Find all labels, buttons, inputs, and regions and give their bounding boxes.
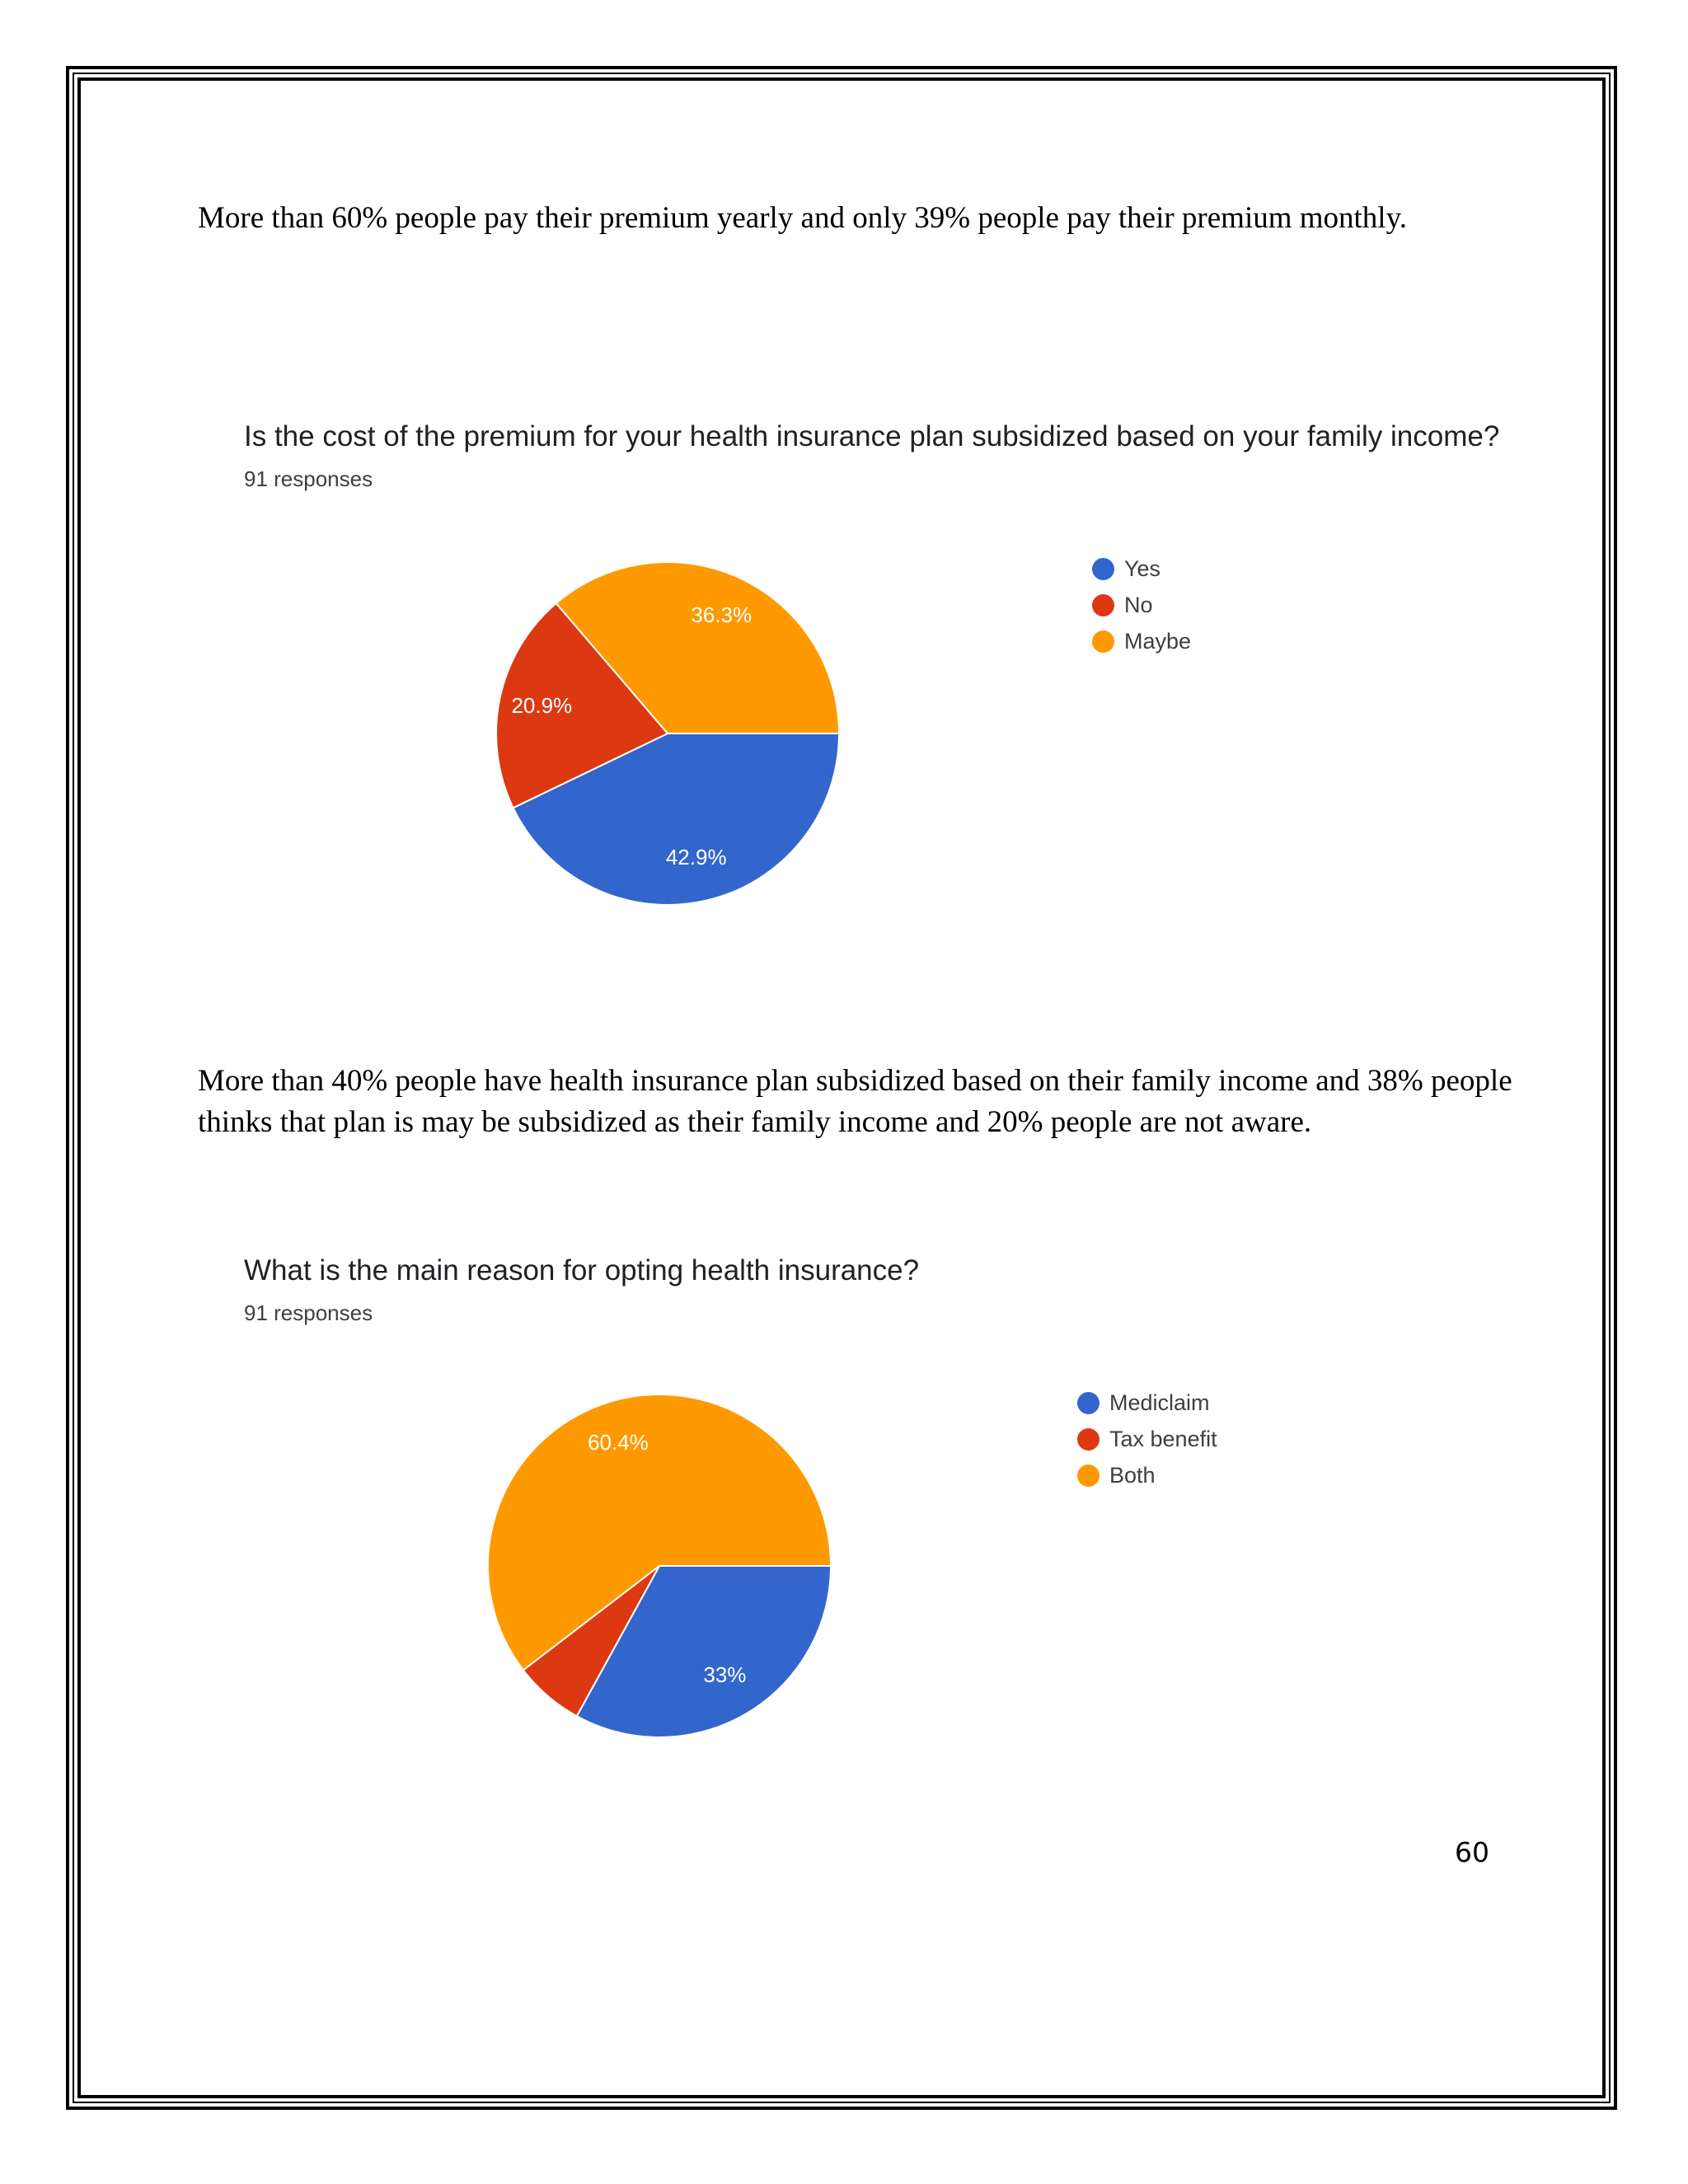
- legend-swatch: [1092, 630, 1114, 653]
- pie-label-mediclaim: 33%: [703, 1662, 747, 1688]
- pie-label-no: 20.9%: [511, 692, 573, 718]
- legend-label: Both: [1109, 1462, 1156, 1488]
- chart-2-pie: [470, 1376, 849, 1755]
- chart-2-legend: [1077, 1385, 1217, 1493]
- paragraph-premium-frequency: More than 60% people pay their premium yearly and only 39% people pay their premium monthly.: [198, 201, 1407, 235]
- paragraph-subsidy-summary: More than 40% people have health insurance plan subsidized based on their family income and 38% people thinks that plan is may be subsidized as their family income and 20% people are not aware.: [198, 1064, 1512, 1139]
- legend-item-no: [1092, 587, 1191, 623]
- legend-label: No: [1124, 592, 1153, 617]
- legend-item-maybe: [1092, 623, 1191, 659]
- chart-1-subtitle: 91 responses: [244, 466, 373, 491]
- legend-swatch: [1077, 1465, 1100, 1487]
- legend-item-yes: [1092, 551, 1191, 587]
- legend-swatch: [1092, 594, 1114, 616]
- chart-2-title: What is the main reason for opting health insurance?: [244, 1254, 920, 1286]
- legend-label: Mediclaim: [1109, 1390, 1210, 1415]
- page-number: 60: [1455, 1836, 1489, 1868]
- legend-swatch: [1077, 1392, 1100, 1414]
- legend-label: Maybe: [1124, 628, 1192, 654]
- legend-item-tax-benefit: [1077, 1421, 1217, 1457]
- chart-1-pie: [478, 544, 857, 923]
- legend-swatch: [1092, 558, 1114, 580]
- legend-item-mediclaim: [1077, 1385, 1217, 1421]
- chart-1-legend: [1092, 551, 1191, 659]
- chart-1-title: Is the cost of the premium for your health insurance plan subsidized based on your family income?: [244, 420, 1500, 452]
- legend-swatch: [1077, 1428, 1100, 1451]
- legend-label: Yes: [1124, 555, 1161, 581]
- pie-label-maybe: 36.3%: [691, 602, 753, 628]
- legend-item-both: [1077, 1457, 1217, 1493]
- chart-2-subtitle: 91 responses: [244, 1301, 373, 1325]
- legend-label: Tax benefit: [1109, 1426, 1217, 1451]
- pie-label-both: 60.4%: [588, 1430, 649, 1455]
- pie-label-yes: 42.9%: [665, 844, 727, 869]
